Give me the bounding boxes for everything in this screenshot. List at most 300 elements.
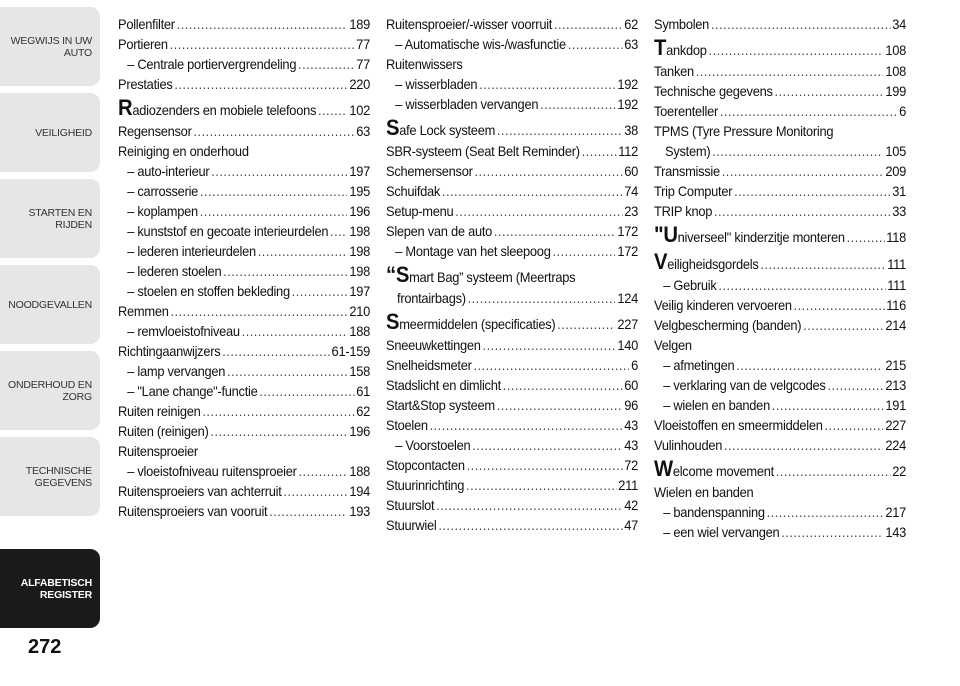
leader-dots [283, 481, 347, 501]
entry-page: 43 [624, 437, 639, 453]
index-column-3 [654, 14, 906, 542]
index-entry [118, 141, 370, 161]
entry-page: 217 [885, 504, 907, 520]
tab-label: STARTEN EN RIJDEN [28, 206, 92, 231]
entry-page: 6 [899, 103, 907, 119]
leader-dots [455, 201, 622, 221]
entry-page: 112 [618, 143, 639, 159]
index-entry [118, 14, 370, 34]
leader-dots [242, 321, 348, 341]
index-entry [654, 101, 906, 121]
index-entry [118, 54, 370, 74]
entry-page: 209 [885, 163, 907, 179]
entry-page: 198 [349, 263, 371, 279]
leader-dots [222, 341, 329, 361]
entry-text: – remvloeistofniveau [127, 323, 240, 339]
leader-dots [554, 14, 622, 34]
leader-dots [824, 415, 883, 435]
leader-dots [292, 281, 348, 301]
entry-text: Tanken [654, 63, 694, 79]
entry-text: – Voorstoelen [395, 437, 471, 453]
entry-page: 61-159 [331, 343, 371, 359]
tab-onderhoud[interactable] [0, 350, 100, 430]
leader-dots [467, 455, 623, 475]
entry-text: “Smart Bag” systeem (Meertraps [386, 262, 576, 287]
entry-text: – Centrale portiervergrendeling [127, 56, 297, 72]
tab-label: NOODGEVALLEN [8, 298, 92, 311]
entry-page: 199 [885, 83, 907, 99]
index-entry [654, 482, 906, 502]
entry-text: Regensensor [118, 123, 192, 139]
leader-dots [552, 241, 615, 261]
entry-text: Schuifdak [386, 183, 441, 199]
entry-text: – lamp vervangen [127, 363, 226, 379]
index-entry [118, 261, 370, 281]
index-entry [654, 141, 906, 161]
entry-page: 227 [885, 417, 907, 433]
index-entry [654, 275, 906, 295]
index-entry [654, 502, 906, 522]
leader-dots [540, 94, 615, 114]
index-entry [118, 401, 370, 421]
index-entry [118, 201, 370, 221]
leader-dots [473, 355, 629, 375]
leader-dots [210, 421, 347, 441]
entry-text: Transmissie [654, 163, 720, 179]
entry-text: Toerenteller [654, 103, 718, 119]
index-entry [654, 224, 906, 248]
leader-dots [227, 361, 347, 381]
index-entry [386, 34, 638, 54]
index-entry [118, 361, 370, 381]
index-entry [386, 264, 638, 288]
entry-text: Velgen [654, 337, 692, 353]
index-entry [118, 181, 370, 201]
entry-page: 105 [885, 143, 907, 159]
entry-text: Ruitensproeier [118, 443, 198, 459]
entry-page: 60 [624, 163, 639, 179]
entry-text: Smeermiddelen (specificaties) [386, 309, 556, 334]
entry-page: 108 [885, 63, 907, 79]
entry-page: 189 [349, 16, 371, 32]
leader-dots [724, 435, 884, 455]
leader-dots [474, 161, 622, 181]
index-entry [386, 201, 638, 221]
entry-text: – stoelen en stoffen bekleding [127, 283, 290, 299]
index-column-1 [118, 14, 370, 521]
entry-text: Stuurwiel [386, 517, 437, 533]
entry-page: 198 [349, 223, 371, 239]
index-entry [654, 14, 906, 34]
entry-page: 62 [356, 403, 371, 419]
leader-dots [714, 201, 890, 221]
entry-text: Start&Stop systeem [386, 397, 495, 413]
tab-label: TECHNISCHE GEGEVENS [25, 464, 92, 489]
entry-page: 214 [885, 317, 907, 333]
entry-page: 195 [349, 183, 371, 199]
index-entry [654, 395, 906, 415]
index-entry [118, 381, 370, 401]
entry-text: Ruitensproeier/-wisser voorruit [386, 16, 553, 32]
entry-page: 172 [617, 243, 639, 259]
index-entry [654, 335, 906, 355]
entry-text: Symbolen [654, 16, 710, 32]
entry-page: 194 [349, 483, 371, 499]
leader-dots [494, 221, 616, 241]
leader-dots [177, 14, 348, 34]
leader-dots [200, 181, 348, 201]
index-entry [654, 121, 906, 141]
index-entry [118, 421, 370, 441]
index-entry [386, 311, 638, 335]
entry-text: Reiniging en onderhoud [118, 143, 249, 159]
page-number: 272 [28, 636, 62, 658]
index-entry [654, 251, 906, 275]
index-entry [386, 221, 638, 241]
entry-text: Veilig kinderen vervoeren [654, 297, 792, 313]
index-entry [118, 281, 370, 301]
tab-technische[interactable] [0, 436, 100, 516]
leader-dots [298, 461, 347, 481]
entry-page: 143 [885, 524, 907, 540]
leader-dots [711, 14, 890, 34]
entry-page: 108 [885, 42, 907, 58]
entry-page: 188 [349, 463, 371, 479]
entry-page: 188 [349, 323, 371, 339]
entry-text: Veiligheidsgordels [654, 249, 759, 274]
index-entry [654, 37, 906, 61]
entry-page: 74 [624, 183, 639, 199]
leader-dots [803, 315, 883, 335]
entry-page: 213 [885, 377, 907, 393]
entry-text: Stoelen [386, 417, 428, 433]
entry-text: Richtingaanwijzers [118, 343, 221, 359]
entry-text: – bandenspanning [663, 504, 765, 520]
index-entry [118, 461, 370, 481]
leader-dots [258, 241, 348, 261]
index-entry [118, 441, 370, 461]
leader-dots [259, 381, 354, 401]
leader-dots [211, 161, 347, 181]
leader-dots [557, 313, 615, 335]
entry-text: Vulinhouden [654, 437, 723, 453]
entry-text: Setup-menu [386, 203, 454, 219]
tab-veiligheid[interactable] [0, 92, 100, 172]
entry-text: Tankdop [654, 35, 707, 60]
index-entry [118, 121, 370, 141]
leader-dots [466, 475, 616, 495]
entry-text: – Automatische wis-/wasfunctie [395, 36, 566, 52]
entry-page: 111 [887, 256, 907, 272]
entry-page: 34 [892, 16, 907, 32]
entry-text: – verklaring van de velgcodes [663, 377, 826, 393]
index-entry [654, 355, 906, 375]
chapter-sidebar [0, 0, 100, 640]
leader-dots [794, 295, 885, 315]
entry-text: Velgbescherming (banden) [654, 317, 802, 333]
tab-noodgevallen[interactable] [0, 264, 100, 344]
entry-text: Stopcontacten [386, 457, 465, 473]
entry-page: 42 [624, 497, 639, 513]
index-entry [386, 141, 638, 161]
tab-label: VEILIGHEID [35, 126, 92, 139]
leader-dots [472, 435, 622, 455]
entry-text: System) [665, 143, 711, 159]
entry-text: – wisserbladen vervangen [395, 96, 539, 112]
entry-text: Remmen [118, 303, 169, 319]
entry-text: Welcome movement [654, 456, 774, 481]
index-entry [654, 435, 906, 455]
index-entry [118, 74, 370, 94]
leader-dots [767, 502, 884, 522]
entry-page: 77 [356, 36, 371, 52]
entry-text: – Montage van het sleepoog [395, 243, 551, 259]
index-entry [386, 94, 638, 114]
entry-page: 197 [349, 163, 371, 179]
leader-dots [223, 261, 347, 281]
entry-text: Ruitensproeiers van vooruit [118, 503, 268, 519]
index-entry [386, 14, 638, 34]
index-entry [654, 161, 906, 181]
entry-page: 47 [624, 517, 639, 533]
index-entry [386, 74, 638, 94]
index-entry [386, 375, 638, 395]
entry-text: Schemersensor [386, 163, 473, 179]
index-entry [386, 161, 638, 181]
entry-page: 215 [885, 357, 907, 373]
entry-text: "Universeel" kinderzitje monteren [654, 222, 845, 247]
entry-text: – lederen stoelen [127, 263, 222, 279]
entry-text: TRIP knop [654, 203, 713, 219]
leader-dots [718, 275, 885, 295]
leader-dots [442, 181, 622, 201]
entry-page: 116 [886, 297, 907, 313]
entry-page: 192 [617, 96, 639, 112]
entry-page: 198 [349, 243, 371, 259]
index-entry [118, 221, 370, 241]
index-entry [654, 375, 906, 395]
index-entry [118, 301, 370, 321]
entry-page: 43 [624, 417, 639, 433]
entry-text: – wisserbladen [395, 76, 478, 92]
entry-text: – auto-interieur [127, 163, 210, 179]
entry-text: Pollenfilter [118, 16, 175, 32]
entry-text: frontairbags) [397, 290, 466, 306]
tab-starten[interactable] [0, 178, 100, 258]
entry-page: 197 [349, 283, 371, 299]
leader-dots [170, 34, 355, 54]
entry-page: 192 [617, 76, 639, 92]
entry-text: Ruiten reinigen [118, 403, 201, 419]
entry-text: Slepen van de auto [386, 223, 493, 239]
index-entry [386, 117, 638, 141]
leader-dots [170, 301, 347, 321]
leader-dots [776, 460, 891, 482]
index-entry [654, 295, 906, 315]
leader-dots [202, 401, 354, 421]
entry-text: Snelheidsmeter [386, 357, 472, 373]
entry-page: 210 [349, 303, 371, 319]
index-entry [118, 161, 370, 181]
tab-wegwijs[interactable] [0, 6, 100, 86]
entry-page: 96 [624, 397, 639, 413]
entry-page: 63 [624, 36, 639, 52]
index-entry [654, 81, 906, 101]
entry-text: SBR-systeem (Seat Belt Reminder) [386, 143, 580, 159]
index-entry [386, 335, 638, 355]
entry-page: 23 [624, 203, 639, 219]
entry-page: 31 [892, 183, 907, 199]
index-entry [118, 321, 370, 341]
leader-dots [497, 395, 623, 415]
entry-text: Stadslicht en dimlicht [386, 377, 501, 393]
entry-page: 60 [624, 377, 639, 393]
entry-page: 158 [349, 363, 371, 379]
leader-dots [503, 375, 623, 395]
entry-text: – Gebruik [663, 277, 717, 293]
tab-label: ONDERHOUD EN ZORG [8, 378, 92, 403]
index-entry [118, 34, 370, 54]
entry-page: 6 [631, 357, 639, 373]
index-entry [386, 475, 638, 495]
entry-page: 63 [356, 123, 371, 139]
leader-dots [568, 34, 623, 54]
leader-dots [436, 495, 622, 515]
entry-page: 77 [356, 56, 371, 72]
entry-page: 140 [617, 337, 639, 353]
leader-dots [696, 61, 884, 81]
entry-text: Radiozenders en mobiele telefoons [118, 95, 317, 120]
leader-dots [781, 522, 883, 542]
entry-text: – carrosserie [127, 183, 199, 199]
entry-text: – vloeistofniveau ruitensproeier [127, 463, 297, 479]
index-entry [386, 355, 638, 375]
entry-text: Stuurinrichting [386, 477, 465, 493]
index-entry [118, 341, 370, 361]
entry-text: Technische gegevens [654, 83, 773, 99]
entry-text: – afmetingen [663, 357, 735, 373]
index-entry [386, 181, 638, 201]
leader-dots [772, 395, 884, 415]
entry-page: 224 [885, 437, 907, 453]
entry-text: Wielen en banden [654, 484, 754, 500]
leader-dots [722, 161, 884, 181]
entry-text: Prestaties [118, 76, 173, 92]
entry-page: 211 [618, 477, 639, 493]
index-entry [654, 458, 906, 482]
entry-page: 62 [624, 16, 639, 32]
index-entry [386, 435, 638, 455]
leader-dots [709, 39, 884, 61]
entry-text: Portieren [118, 36, 168, 52]
leader-dots [847, 226, 885, 248]
tab-alfabetisch[interactable] [0, 548, 100, 628]
entry-text: Stuurslot [386, 497, 435, 513]
entry-page: 33 [892, 203, 907, 219]
entry-page: 227 [617, 316, 639, 332]
leader-dots [774, 81, 883, 101]
entry-page: 102 [349, 102, 371, 118]
entry-text: Trip Computer [654, 183, 733, 199]
leader-dots [827, 375, 883, 395]
index-entry [654, 522, 906, 542]
entry-page: 22 [892, 463, 907, 479]
entry-text: Ruitensproeiers van achterruit [118, 483, 282, 499]
index-entry [386, 495, 638, 515]
index-entry [386, 515, 638, 535]
index-entry [386, 415, 638, 435]
index-entry [386, 288, 638, 308]
leader-dots [318, 99, 348, 121]
leader-dots [483, 335, 616, 355]
entry-page: 191 [885, 397, 907, 413]
index-entry [118, 501, 370, 521]
tab-label: WEGWIJS IN UW AUTO [10, 34, 92, 59]
leader-dots [720, 101, 897, 121]
leader-dots [200, 201, 348, 221]
leader-dots [479, 74, 615, 94]
entry-text: – een wiel vervangen [663, 524, 780, 540]
index-entry [386, 241, 638, 261]
leader-dots [174, 74, 347, 94]
entry-page: 172 [617, 223, 639, 239]
tab-label: ALFABETISCH REGISTER [20, 576, 92, 601]
entry-page: 220 [349, 76, 371, 92]
index-column-2 [386, 14, 638, 535]
entry-text: Sneeuwkettingen [386, 337, 481, 353]
entry-text: – wielen en banden [663, 397, 770, 413]
leader-dots [298, 54, 354, 74]
index-entry [654, 315, 906, 335]
index-entry [654, 415, 906, 435]
entry-page: 193 [349, 503, 371, 519]
leader-dots [497, 119, 623, 141]
entry-text: Ruiten (reinigen) [118, 423, 209, 439]
index-entry [386, 395, 638, 415]
index-entry [386, 54, 638, 74]
entry-text: Ruitenwissers [386, 56, 463, 72]
entry-text: Vloeistoffen en smeermiddelen [654, 417, 823, 433]
entry-page: 118 [886, 229, 907, 245]
entry-text: – lederen interieurdelen [127, 243, 256, 259]
leader-dots [193, 121, 354, 141]
index-entry [654, 201, 906, 221]
entry-text: TPMS (Tyre Pressure Monitoring [654, 123, 834, 139]
entry-page: 61 [356, 383, 371, 399]
leader-dots [582, 141, 617, 161]
entry-page: 196 [349, 203, 371, 219]
entry-page: 38 [624, 122, 639, 138]
entry-page: 124 [617, 290, 639, 306]
entry-page: 72 [624, 457, 639, 473]
index-entry [118, 97, 370, 121]
leader-dots [760, 253, 885, 275]
index-entry [118, 481, 370, 501]
leader-dots [736, 355, 883, 375]
entry-text: – koplampen [127, 203, 198, 219]
leader-dots [330, 221, 347, 241]
entry-page: 111 [887, 277, 907, 293]
entry-page: 196 [349, 423, 371, 439]
index-entry [654, 61, 906, 81]
leader-dots [712, 141, 883, 161]
index-entry [386, 455, 638, 475]
entry-text: – "Lane change"-functie [127, 383, 258, 399]
index-entry [654, 181, 906, 201]
leader-dots [430, 415, 623, 435]
leader-dots [438, 515, 622, 535]
entry-text: – kunststof en gecoate interieurdelen [127, 223, 329, 239]
